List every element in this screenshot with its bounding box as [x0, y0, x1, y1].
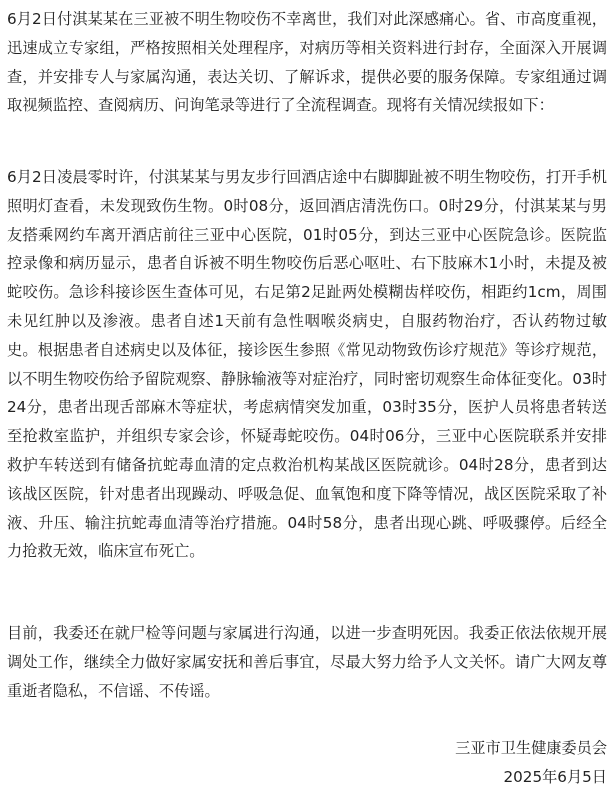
paragraph-current-status: 目前，我委还在就尸检等问题与家属进行沟通，以进一步查明死因。我委正依法依规开展调处工作，继续全力做好家属安抚和善后事宜，尽最大努力给予人文关怀。请广大网友尊重逝者隐私，不信谣、不传谣。 [7, 624, 607, 700]
signature-organization: 三亚市卫生健康委员会 [455, 739, 607, 757]
paragraph-intro: 6月2日付淇某某在三亚被不明生物咬伤不幸离世，我们对此深感痛心。省、市高度重视，迅速成立专家组，严格按照相关处理程序，对病历等相关资料进行封存，全面深入开展调查，并安排专人与家属沟通，表达关切、了解诉求，提供必要的服务保障。专家组通过调取视频监控、查阅病历、问询笔录等进行了全流程调查。现将有关情况续报如下： [7, 10, 607, 115]
paragraph-timeline: 6月2日凌晨零时许，付淇某某与男友步行回酒店途中右脚脚趾被不明生物咬伤，打开手机照明灯查看，未发现致伤生物。0时08分，返回酒店清洗伤口。0时29分，付淇某某与男友搭乘网约车离开酒店前往三亚中心医院，01时05分，到达三亚中心医院急诊。医院监控录像和病历显示，患者自诉被不明生物咬伤后恶心呕吐、右下肢麻木1小时，未提及被蛇咬伤。急诊科接诊医生查体可见，右足第2足趾两处模糊齿样咬伤，相距约1cm，周围未见红肿以及渗液。患者自述1天前有急性咽喉炎病史，自服药物治疗，否认药物过敏史。根据患者自述病史以及体征，接诊医生参照《常见动物致伤诊疗规范》等诊疗规范，以不明生物咬伤给予留院观察、静脉输液等对症治疗，同时密切观察生命体征变化。03时24分，患者出现舌部麻木等症状，考虑病情突发加重，03时35分，医护人员将患者转送至抢救室监护，并组织专家会诊，怀疑毒蛇咬伤。04时06分，三亚中心医院联系并安排救护车转送到有储备抗蛇毒血清的定点救治机构某战区医院就诊。04时28分，患者到达该战区医院，针对患者出现躁动、呼吸急促、血氧饱和度下降等情况，战区医院采取了补液、升压、输注抗蛇毒血清等治疗措施。04时58分，患者出现心跳、呼吸骤停。后经全力抢救无效，临床宣布死亡。 [7, 168, 607, 561]
signature-date: 2025年6月5日 [503, 768, 607, 786]
